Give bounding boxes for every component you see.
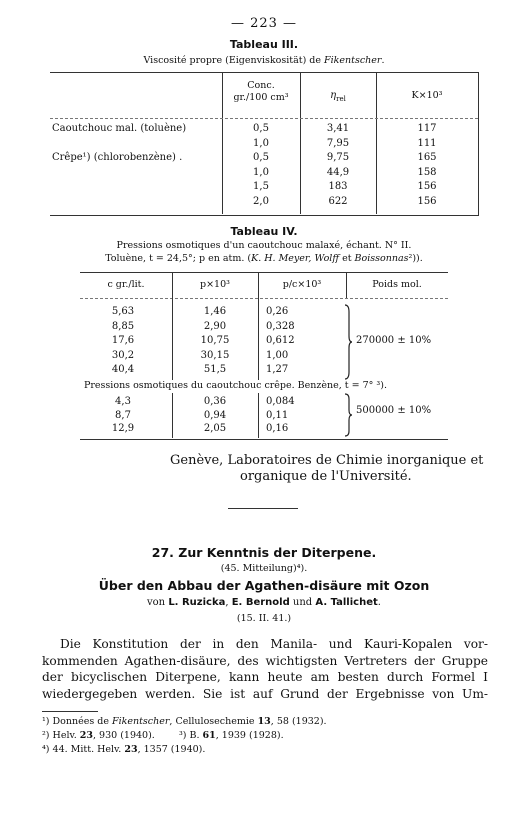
fn1-tail: , 58 (1932).: [270, 716, 327, 727]
table4-cell: 17,6: [111, 335, 135, 346]
table3-caption-end: .: [381, 55, 385, 66]
table4-header-p: p×10³: [200, 279, 230, 290]
fn4-mark: ⁴): [42, 744, 50, 755]
table4-middle-line: Pressions osmotiques du caoutchouc crêpe. Benzène, t = 7° ³).: [84, 380, 387, 391]
table3-title: Tableau III.: [229, 38, 299, 51]
fn3-tail: , 1939 (1928).: [215, 730, 284, 741]
table3-cell: 2,0: [253, 195, 269, 207]
table4-header-pc: p/c×10³: [282, 279, 322, 290]
table3-cell: 156: [417, 195, 437, 207]
table4-cell: 30,15: [200, 349, 230, 361]
table4-cell: 8,85: [111, 320, 135, 332]
table3-cell: 1,0: [253, 166, 269, 178]
header-eta-symbol: η: [330, 90, 337, 101]
table3-cell: 156: [417, 181, 437, 192]
table3-cell: 183: [328, 181, 348, 192]
table4-caption2-text: Toluène, t = 24,5°; p en atm. (: [105, 253, 252, 264]
table4-divider: [258, 393, 259, 438]
fn1-volume: 13: [257, 716, 271, 727]
table4-cell: 0,612: [266, 335, 295, 346]
table4-cell: 0,36: [203, 396, 227, 407]
affiliation-line2: organique de l'Université.: [240, 469, 412, 484]
table4-caption2-end: ²)).: [408, 253, 423, 264]
table4-cell: 0,26: [266, 306, 289, 317]
table4-cell: 0,94: [203, 409, 227, 421]
table3-cell: 158: [417, 166, 437, 178]
table4-header-rule: [80, 298, 448, 299]
fn1-pre: Données de: [49, 716, 112, 727]
table3-cell: 9,75: [326, 152, 350, 163]
table3-cell: Caoutchouc mal. (toluène): [52, 123, 187, 134]
fn3-volume: 61: [202, 730, 216, 741]
table4-cell: 0,16: [266, 423, 289, 434]
table3-cell: 0,5: [253, 152, 269, 163]
table4-cell: 2,90: [203, 320, 227, 332]
table4-mol-group1: 270000 ± 10%: [356, 335, 432, 346]
table3-cell: 7,95: [326, 137, 350, 149]
table3-cell: 622: [328, 195, 348, 207]
author-3: A. Tallichet: [315, 597, 378, 608]
header-conc-line2: gr./100 cm³: [233, 92, 289, 103]
body-line: Die Konstitution der in den Manila- und Kauri-Kopalen vor-: [60, 637, 488, 651]
fn2-mark: ²): [42, 730, 50, 741]
table4-cell: 0,084: [266, 396, 295, 407]
table3-cell: 1,5: [253, 181, 269, 192]
article-body: [42, 636, 488, 702]
article-mitteilung: (45. Mitteilung)⁴).: [220, 563, 308, 574]
brace-group1: [343, 304, 353, 380]
section-rule: [228, 508, 298, 509]
table4-header-poids: Poids mol.: [372, 279, 422, 290]
table3-header-rule: [50, 118, 478, 119]
table4-cell: 5,63: [111, 306, 135, 317]
table3-cell: 0,5: [253, 123, 269, 134]
table3-caption-author: Fikentscher: [324, 55, 382, 66]
table3-cell: 165: [417, 152, 437, 163]
fn1-mark: ¹): [42, 716, 50, 727]
table4-cell: 51,5: [203, 364, 227, 375]
table3-header-conc: [222, 80, 300, 104]
footnote-rule: [42, 711, 98, 712]
fn1-author: Fikentscher: [111, 716, 170, 727]
table4-header-c: c gr./lit.: [107, 279, 145, 290]
table4-cell: 8,7: [115, 409, 131, 421]
page-number: — 223 —: [230, 16, 298, 31]
table4-caption2-authors: K. H. Meyer, Wolff: [251, 253, 340, 264]
fn2-volume: 23: [79, 730, 93, 741]
table4-cell: 40,4: [111, 364, 135, 375]
brace-group2: [343, 393, 353, 437]
affiliation: [170, 453, 483, 485]
header-eta-sub: rel: [336, 95, 346, 103]
body-line: kommenden Agathen-disäure, des wichtigsten Vertreters der Gruppe: [42, 653, 488, 668]
author-2: E. Bernold: [231, 597, 290, 608]
table4-cell: 0,11: [266, 409, 289, 421]
fn2-pre: Helv.: [49, 730, 80, 741]
table4-cell: 0,328: [266, 320, 295, 332]
table4-cell: 30,2: [111, 349, 135, 361]
table3-header-k: K×10³: [411, 90, 443, 101]
table4-caption2-mid: et: [339, 253, 355, 264]
body-line: der bicyclischen Diterpene, kann heute am besten durch Formel I: [42, 670, 488, 684]
table3-cell: 1,0: [253, 137, 269, 149]
article-authors: von L. Ruzicka, E. Bernold und A. Tallichet.: [147, 597, 381, 608]
table4-mol-group2: 500000 ± 10%: [356, 405, 432, 416]
footnote-1: [42, 716, 327, 727]
table3-caption: [0, 55, 528, 66]
fn4-tail: , 1357 (1940).: [137, 744, 206, 755]
table4-title: Tableau IV.: [230, 225, 298, 238]
table4-cell: 1,46: [203, 306, 227, 317]
table4-cell: 1,27: [266, 364, 289, 375]
footnote-4: [42, 744, 205, 755]
table3-cell: Crêpe¹) (chlorobenzène) .: [52, 152, 183, 163]
article-subtitle: Über den Abbau der Agathen-disäure mit Ozon: [98, 578, 430, 593]
table3-header-eta: [300, 90, 376, 103]
fn2-post: , 930 (1940). ³) B.: [93, 730, 203, 741]
table4-cell: 12,9: [111, 423, 135, 434]
table4-caption2-author2: Boissonnas: [354, 253, 409, 264]
table3-cell: 117: [417, 123, 437, 134]
fn4-volume: 23: [124, 744, 138, 755]
table4-caption2: [0, 253, 528, 264]
article-date: (15. II. 41.): [236, 613, 292, 624]
table3-cell: 111: [417, 137, 437, 149]
header-conc-line1: Conc.: [247, 80, 275, 91]
body-line: wiedergegeben werden. Sie ist auf Grund der Ergebnisse von Um-: [42, 686, 488, 701]
table4-cell: 4,3: [115, 396, 131, 407]
table3-cell: 3,41: [326, 123, 350, 134]
article-heading: 27. Zur Kenntnis der Diterpene.: [151, 545, 377, 560]
table3-cell: 44,9: [326, 166, 350, 178]
authors-von: von: [147, 597, 169, 608]
author-1: L. Ruzicka: [168, 597, 226, 608]
table4-cell: 10,75: [200, 335, 230, 346]
fn4-pre: 44. Mitt. Helv.: [49, 744, 125, 755]
table4-cell: 2,05: [203, 423, 227, 434]
table3-caption-text: Viscosité propre (Eigenviskosität) de: [143, 55, 325, 66]
authors-und: und: [289, 597, 316, 608]
table4-cell: 1,00: [266, 349, 289, 361]
fn1-post: , Cellulosechemie: [169, 716, 258, 727]
table4-caption1: Pressions osmotiques d'un caoutchouc malaxé, échant. N° II.: [116, 240, 412, 251]
affiliation-line1: Genève, Laboratoires de Chimie inorganique et: [170, 453, 484, 468]
footnote-2: [42, 730, 284, 741]
